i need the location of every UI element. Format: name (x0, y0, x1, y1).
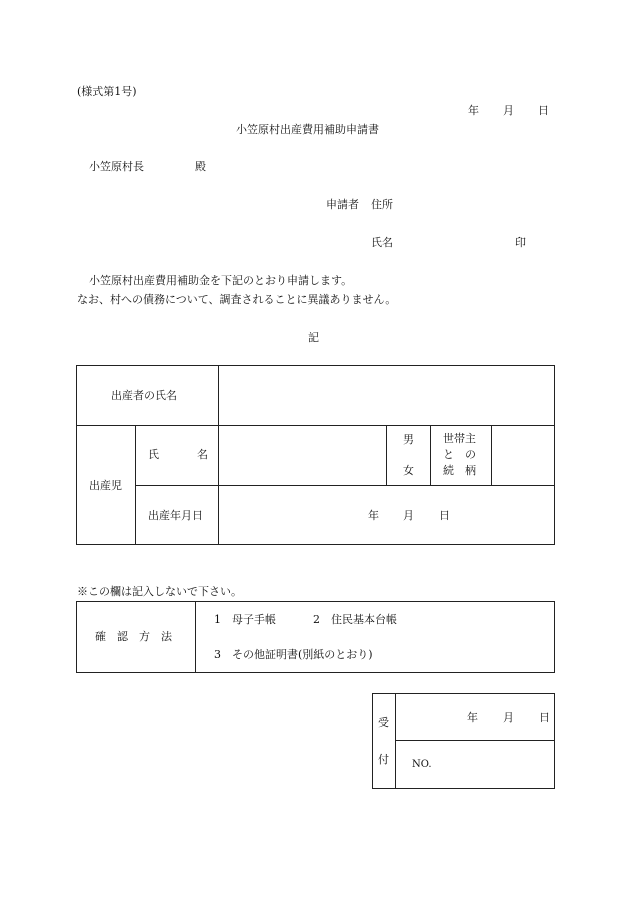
table-divider (195, 601, 196, 673)
verification-option-2[interactable]: 2 住民基本台帳 (313, 613, 397, 626)
relation-label-line1: 世帯主 (443, 432, 476, 445)
reception-char-1: 受 (378, 716, 389, 729)
table-divider (135, 485, 555, 486)
child-name-label-2: 名 (197, 448, 208, 461)
reception-day: 日 (539, 711, 550, 724)
table-divider (395, 693, 396, 789)
child-label: 出産児 (89, 479, 122, 492)
table-divider (135, 425, 136, 545)
date-year-label: 年 (468, 104, 479, 117)
verification-method-label: 確 認 方 法 (95, 630, 172, 643)
child-name-field[interactable] (219, 426, 385, 484)
applicant-name-label: 氏名 (371, 236, 393, 249)
child-name-label-1: 氏 (148, 448, 159, 461)
reception-number-label: NO. (412, 759, 432, 770)
applicant-address-label: 住所 (371, 198, 393, 211)
birthdate-label: 出産年月日 (148, 509, 203, 522)
sex-male-option[interactable]: 男 (403, 433, 414, 446)
office-use-note: ※この欄は記入しないで下さい。 (77, 585, 242, 598)
reception-box (372, 693, 555, 789)
date-day-label: 日 (538, 104, 549, 117)
seal-label: 印 (515, 236, 526, 249)
form-number: (様式第1号) (77, 85, 137, 98)
birthdate-year: 年 (368, 509, 379, 522)
table-divider (395, 740, 555, 741)
addressee-name: 小笠原村長 (89, 160, 144, 173)
applicant-label: 申請者 (326, 198, 359, 211)
body-line-2: なお、村への債務について、調査されることに異議ありません。 (77, 293, 397, 306)
birthdate-day: 日 (439, 509, 450, 522)
verification-option-3[interactable]: 3 その他証明書(別紙のとおり) (214, 648, 373, 661)
ki-label: 記 (308, 331, 319, 344)
date-month-label: 月 (503, 104, 514, 117)
relation-label-line2: と の (443, 448, 476, 461)
sex-female-option[interactable]: 女 (403, 464, 414, 477)
addressee-honorific: 殿 (195, 160, 206, 173)
document-title: 小笠原村出産費用補助申請書 (236, 123, 379, 136)
reception-month: 月 (503, 711, 514, 724)
verification-option-1[interactable]: 1 母子手帳 (214, 613, 276, 626)
table-divider (430, 425, 431, 485)
reception-char-2: 付 (378, 753, 389, 766)
relation-label-line3: 続 柄 (443, 464, 476, 477)
reception-year: 年 (467, 711, 478, 724)
relation-field[interactable] (492, 426, 554, 484)
body-line-1: 小笠原村出産費用補助金を下記のとおり申請します。 (89, 274, 353, 287)
birthdate-month: 月 (403, 509, 414, 522)
mother-name-field[interactable] (219, 366, 554, 424)
table-divider (386, 425, 387, 485)
mother-name-label: 出産者の氏名 (111, 389, 177, 402)
